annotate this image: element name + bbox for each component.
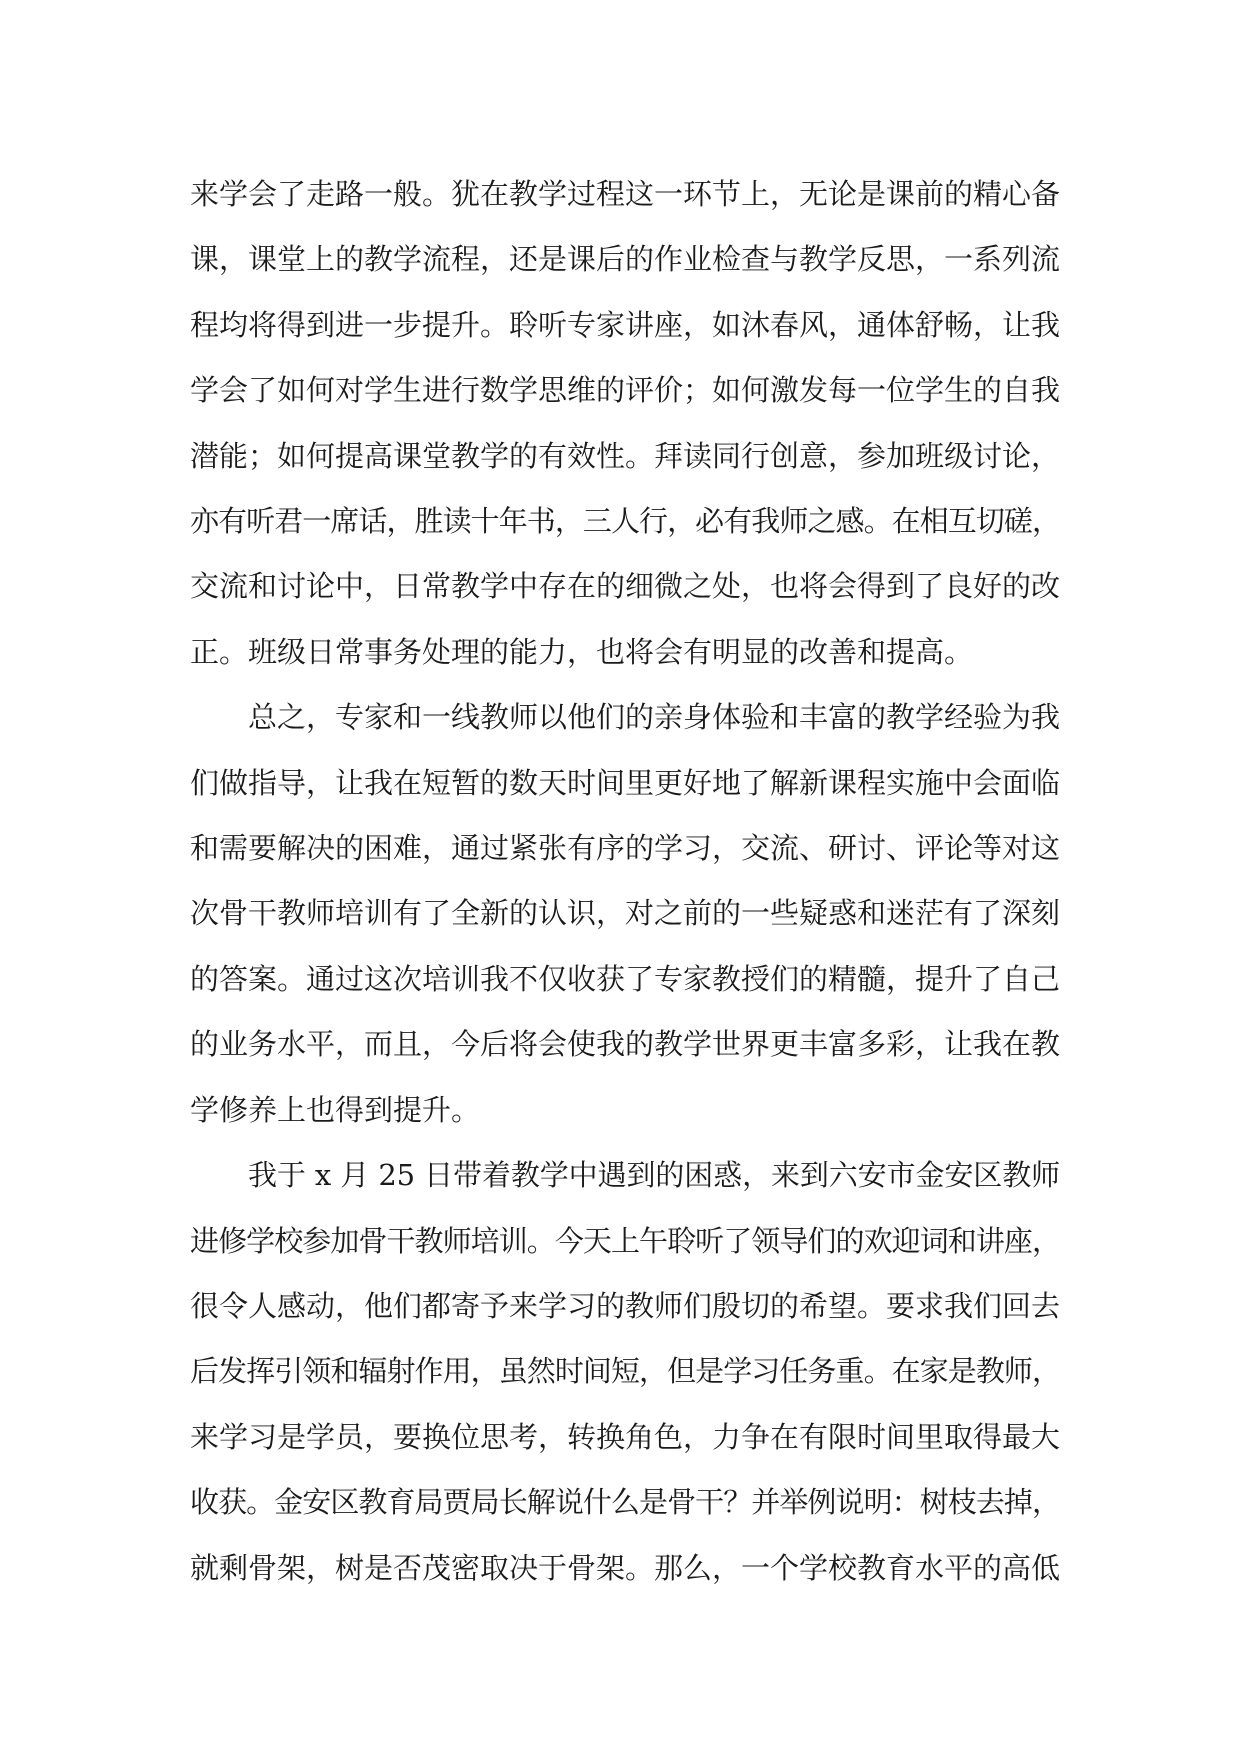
text-line: 程均将得到进一步提升。聆听专家讲座，如沐春风，通体舒畅，让我 <box>190 307 1060 342</box>
text-line: 就剩骨架，树是否茂密取决于骨架。那么，一个学校教育水平的高低 <box>190 1550 1060 1585</box>
text-line: 来学会了走路一般。犹在教学过程这一环节上，无论是课前的精心备 <box>190 177 1060 211</box>
text-line: 总之，专家和一线教师以他们的亲身体验和丰富的教学经验为我 <box>248 700 1060 735</box>
text-line: 亦有听君一席话，胜读十年书，三人行，必有我师之感。在相互切磋， <box>190 504 1060 539</box>
text-line: 来学习是学员，要换位思考，转换角色，力争在有限时间里取得最大 <box>190 1419 1060 1454</box>
text-line: 收获。金安区教育局贾局长解说什么是骨干？并举例说明：树枝去掉， <box>190 1485 1060 1520</box>
text-line: 们做指导，让我在短暂的数天时间里更好地了解新课程实施中会面临 <box>190 765 1060 800</box>
text-line: 和需要解决的困难，通过紧张有序的学习，交流、研讨、评论等对这 <box>190 831 1060 866</box>
text-line: 后发挥引领和辐射作用，虽然时间短，但是学习任务重。在家是教师， <box>190 1354 1060 1389</box>
text-line: 进修学校参加骨干教师培训。今天上午聆听了领导们的欢迎词和讲座， <box>190 1223 1060 1258</box>
text-line: 学修养上也得到提升。 <box>190 1092 481 1127</box>
text-line: 次骨干教师培训有了全新的认识，对之前的一些疑惑和迷茫有了深刻 <box>190 896 1060 931</box>
text-line: 的答案。通过这次培训我不仅收获了专家教授们的精髓，提升了自己 <box>190 961 1060 996</box>
text-line: 课，课堂上的教学流程，还是课后的作业检查与教学反思，一系列流 <box>190 242 1060 277</box>
text-line: 正。班级日常事务处理的能力，也将会有明显的改善和提高。 <box>190 634 974 669</box>
text-line: 学会了如何对学生进行数学思维的评价；如何激发每一位学生的自我 <box>190 373 1060 408</box>
paragraph-2 <box>190 685 1060 1143</box>
text-line: 我于 x 月 25 日带着教学中遇到的困惑，来到六安市金安区教师 <box>248 1158 1060 1193</box>
text-line: 很令人感动，他们都寄予来学习的教师们殷切的希望。要求我们回去 <box>190 1288 1060 1323</box>
document-body <box>190 162 1060 1601</box>
text-line: 潜能；如何提高课堂教学的有效性。拜读同行创意，参加班级讨论， <box>190 438 1060 473</box>
paragraph-1 <box>190 162 1060 685</box>
text-line: 交流和讨论中，日常教学中存在的细微之处，也将会得到了良好的改 <box>190 569 1060 604</box>
text-line: 的业务水平，而且，今后将会使我的教学世界更丰富多彩，让我在教 <box>190 1027 1060 1062</box>
paragraph-3 <box>190 1143 1060 1601</box>
